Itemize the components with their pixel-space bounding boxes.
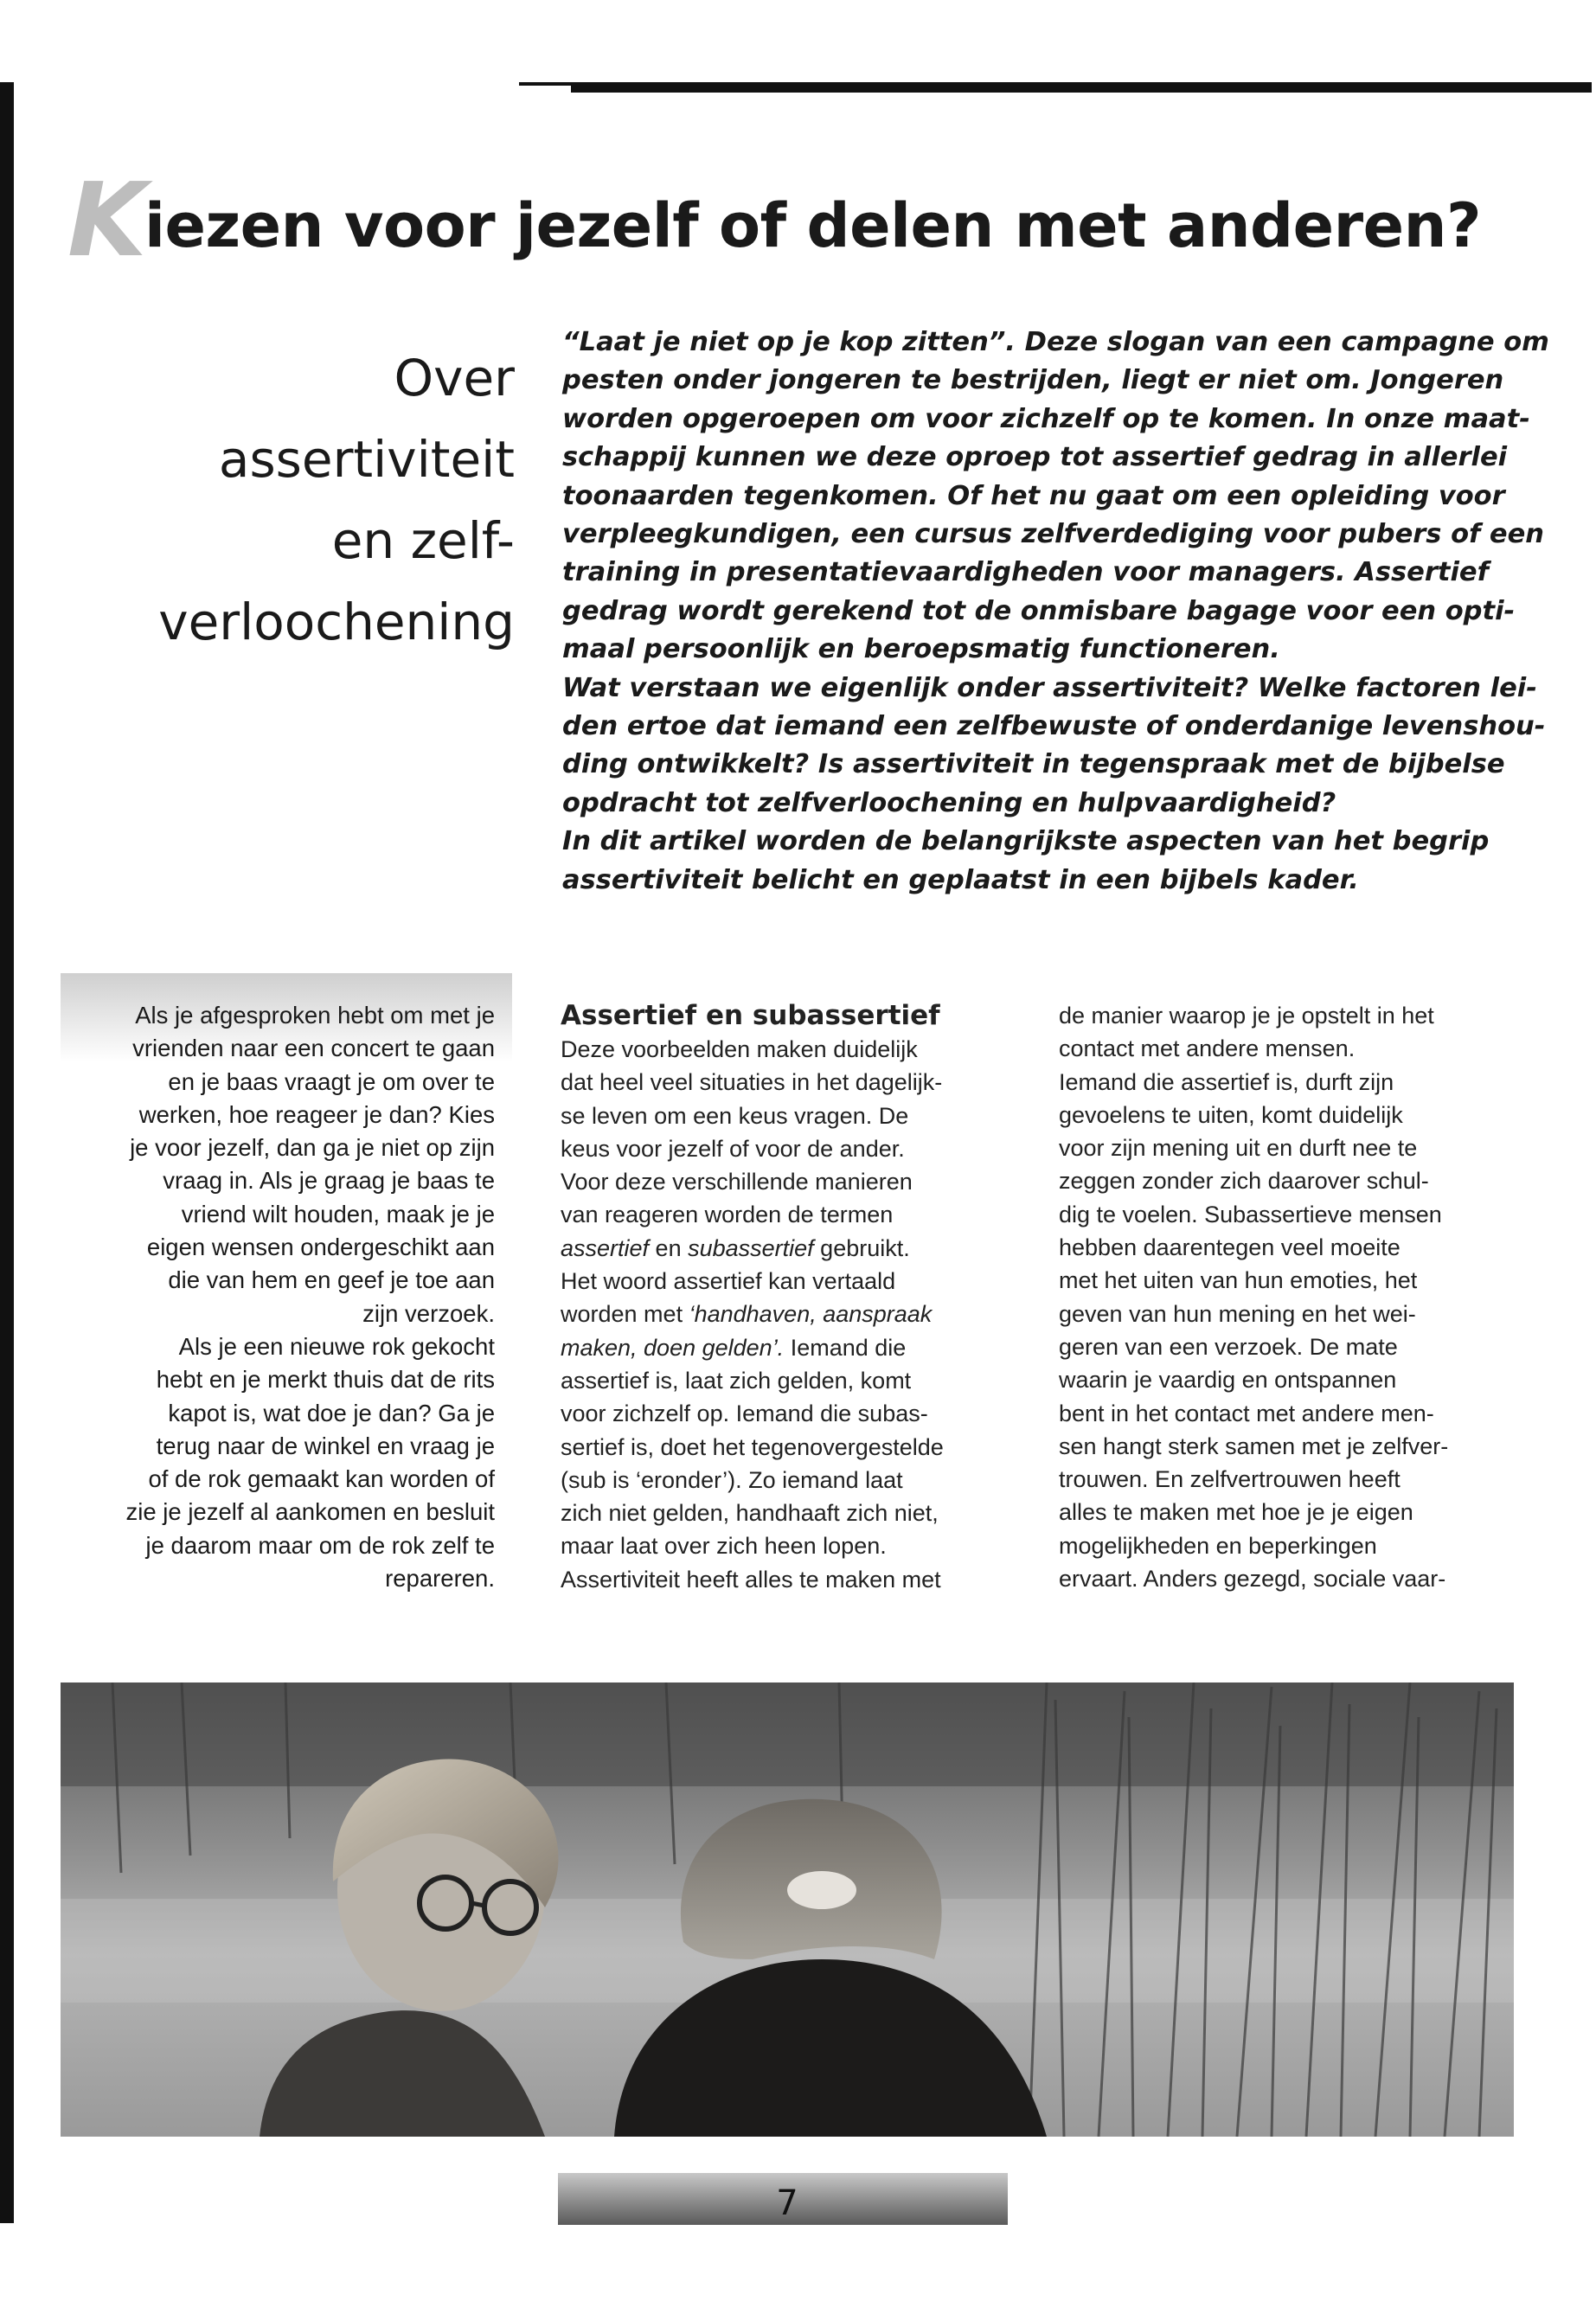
body-line: Assertiviteit heeft alles te maken met [561, 1566, 941, 1593]
title-text: iezen voor jezelf of delen met anderen? [144, 190, 1482, 261]
body-line: geren van een verzoek. De mate [1059, 1333, 1398, 1360]
body-line: dat heel veel situaties in het dagelijk- [561, 1069, 943, 1096]
body-line: keus voor jezelf of voor de ander. [561, 1135, 905, 1162]
body-line: de manier waarop je je opstelt in het [1059, 1003, 1434, 1029]
sidebar-line: werken, hoe reageer je dan? Kies [138, 1100, 495, 1128]
worden-pre: worden met [561, 1301, 689, 1328]
body-line [561, 1298, 1045, 1330]
sidebar-line: je daarom maar om de rok zelf te [145, 1531, 495, 1559]
term-subassertief: subassertief [688, 1234, 814, 1261]
page-number: 7 [776, 2183, 798, 2223]
intro-line: toonaarden tegenkomen. Of het nu gaat om een opleiding voor [562, 480, 1505, 511]
body-line: trouwen. En zelfvertrouwen heeft [1059, 1466, 1401, 1493]
sidebar-line: kapot is, wat doe je dan? Ga je [168, 1399, 495, 1426]
intro-line: gedrag wordt gerekend tot de onmisbare bagage voor een opti- [562, 595, 1516, 626]
body-line: hebben daarentegen veel moeite [1059, 1234, 1401, 1261]
body-line: van reageren worden de termen [561, 1202, 894, 1228]
sidebar-line: terug naar de winkel en vraag je [156, 1432, 495, 1459]
sidebar-line: zijn verzoek. [362, 1299, 495, 1327]
body-line: zeggen zonder zich daarover schul- [1059, 1168, 1429, 1195]
maken-tail: Iemand die [784, 1334, 907, 1361]
sidebar-text [71, 999, 495, 1595]
sidebar-line: eigen wensen ondergeschikt aan [146, 1234, 495, 1261]
body-line: zich niet gelden, handhaaft zich niet, [561, 1500, 939, 1527]
subtitle-line: en zelf- [331, 511, 515, 570]
header-rule [571, 82, 1592, 93]
sidebar-line: en je baas vraagt je om over te [168, 1067, 495, 1095]
body-line: mogelijkheden en beperkingen [1059, 1532, 1377, 1559]
body-line: voor zijn mening uit en durft nee te [1059, 1135, 1418, 1162]
intro-line: worden opgeroepen om voor zichzelf op te komen. In onze maat- [562, 403, 1530, 434]
intro-line: training in presentatievaardigheden voor managers. Assertief [562, 557, 1489, 588]
body-line: met het uiten van hun emoties, het [1059, 1267, 1418, 1294]
intro-line: “Laat je niet op je kop zitten”. Deze slogan van een campagne om [562, 327, 1549, 357]
body-line: sen hangt sterk samen met je zelfver- [1059, 1433, 1449, 1459]
body-line: contact met andere mensen. [1059, 1035, 1356, 1062]
section-heading: Assertief en subassertief [561, 1000, 940, 1031]
body-line: gevoelens te uiten, komt duidelijk [1059, 1101, 1403, 1128]
subtitle-line: verloochening [158, 593, 515, 651]
subtitle-line: Over [394, 349, 515, 407]
body-line: se leven om een keus vragen. De [561, 1102, 909, 1129]
intro-line: pesten onder jongeren te bestrijden, liegt er niet om. Jongeren [562, 365, 1504, 396]
body-line: Het woord assertief kan vertaald [561, 1268, 896, 1295]
intro-line: opdracht tot zelfverloochening en hulpvaardigheid? [562, 787, 1336, 818]
body-line: waarin je vaardig en ontspannen [1059, 1367, 1397, 1394]
header-rule-thin [519, 82, 588, 86]
article-subtitle [78, 337, 515, 663]
sidebar-line: vriend wilt houden, maak je je [181, 1200, 495, 1227]
article-photo [61, 1682, 1514, 2137]
intro-line: assertiviteit belicht en geplaatst in een bijbels kader. [562, 864, 1359, 895]
body-line: sertief is, doet het tegenovergestelde [561, 1433, 944, 1460]
body-line: assertief is, laat zich gelden, komt [561, 1367, 912, 1394]
sidebar-line: hebt en je merkt thuis dat de rits [156, 1366, 495, 1394]
sidebar-line: vraag in. Als je graag je baas te [163, 1167, 495, 1195]
article-title [67, 160, 1538, 279]
sidebar-line: je voor jezelf, dan ga je niet op zijn [130, 1134, 495, 1162]
intro-line: verpleegkundigen, een cursus zelfverdediging voor pubers of een [562, 519, 1544, 550]
body-line: geven van hun mening en het wei- [1059, 1300, 1416, 1327]
body-column-right [1059, 999, 1543, 1595]
body-column-middle [561, 999, 1045, 1596]
term-join: en [649, 1234, 689, 1261]
intro-line: In dit artikel worden de belangrijkste aspecten van het begrip [562, 826, 1490, 857]
sidebar-line: die van hem en geef je toe aan [168, 1266, 495, 1294]
subtitle-line: assertiviteit [218, 430, 515, 489]
term-assertief: assertief [561, 1234, 650, 1261]
body-line: bent in het contact met andere men- [1059, 1400, 1434, 1426]
body-line: voor zichzelf op. Iemand die subas- [561, 1400, 928, 1427]
intro-line: den ertoe dat iemand een zelfbewuste of onderdanige levenshou- [562, 711, 1546, 742]
body-line: dig te voelen. Subassertieve mensen [1059, 1201, 1442, 1227]
body-line: Deze voorbeelden maken duidelijk [561, 1036, 918, 1062]
sidebar-line: vrienden naar een concert te gaan [132, 1035, 495, 1062]
intro-line: ding ontwikkelt? Is assertiviteit in tegenspraak met de bijbelse [562, 749, 1505, 780]
sidebar-line: of de rok gemaakt kan worden of [148, 1465, 495, 1493]
body-line: alles te maken met hoe je je eigen [1059, 1499, 1413, 1526]
intro-line: Wat verstaan we eigenlijk onder assertiviteit? Welke factoren lei- [562, 672, 1537, 703]
body-line: Voor deze verschillende manieren [561, 1169, 913, 1195]
body-line: (sub is ‘eronder’). Zo iemand laat [561, 1466, 903, 1493]
sidebar-line: Als je een nieuwe rok gekocht [178, 1332, 495, 1360]
body-line [561, 1331, 1045, 1364]
title-dropcap: K [67, 160, 146, 279]
sidebar-line: repareren. [385, 1565, 495, 1593]
intro-paragraph [562, 324, 1549, 900]
body-line: Iemand die assertief is, durft zijn [1059, 1068, 1394, 1095]
sidebar-line: Als je afgesproken hebt om met je [135, 1002, 495, 1029]
body-line: ervaart. Anders gezegd, sociale vaar- [1059, 1566, 1446, 1593]
body-line: maar laat over zich heen lopen. [561, 1533, 887, 1560]
body-line [561, 1232, 1045, 1265]
intro-line: schappij kunnen we deze oproep tot assertief gedrag in allerlei [562, 442, 1508, 473]
photo-illustration [61, 1682, 1514, 2137]
definition-italic: ‘handhaven, aanspraak [689, 1301, 933, 1328]
definition-italic-cont: maken, doen gelden’. [561, 1334, 785, 1361]
sidebar-line: zie je jezelf al aankomen en besluit [125, 1498, 495, 1526]
intro-line: maal persoonlijk en beroepsmatig functioneren. [562, 634, 1280, 665]
term-tail: gebruikt. [813, 1234, 910, 1261]
page-edge-left [0, 82, 14, 2223]
